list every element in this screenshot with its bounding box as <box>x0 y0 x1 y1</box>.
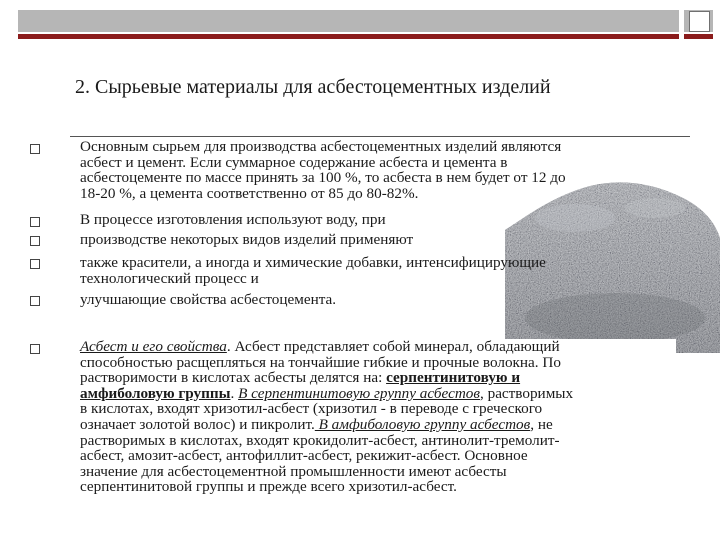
text-line: асбест и цемент. Если суммарное содержание асбеста и цемента в <box>80 153 508 171</box>
paragraph-water-line-1 <box>80 212 680 228</box>
bullet-2 <box>30 217 40 227</box>
header-red-stripe <box>18 34 713 39</box>
text-line: В процессе изготовления используют воду, при <box>80 211 386 228</box>
text-line: производстве некоторых видов изделий применяют <box>80 231 414 248</box>
bullet-5 <box>30 296 40 306</box>
paragraph-water-line-5 <box>80 292 680 308</box>
text-line: технологический процесс и <box>80 269 259 287</box>
header-gray-band <box>18 10 713 32</box>
text-line: также красители, а иногда и химические добавки, интенсифицирующие <box>80 254 546 271</box>
group-amphibole-label: амфиболовую группы <box>80 384 231 402</box>
serpentine-group-ref: В серпентинитовую группу асбестов <box>238 384 480 402</box>
paragraph-asbestos-properties <box>80 339 676 495</box>
paragraph-water-line-3 <box>80 255 680 286</box>
bullet-1 <box>30 144 40 154</box>
text-line: способностью расщепляться на тончайшие гибкие и прочные волокна. По <box>80 353 561 371</box>
text-line: означает золотой волос) и пикролит. В амфиболовую группу асбестов, не <box>80 415 553 433</box>
paragraph-raw-materials <box>80 139 680 201</box>
text-line: асбестоцементе по массе принять за 100 %, то асбеста в нем будет от 12 до <box>80 169 566 187</box>
group-serpentine-label: серпентинитовую и <box>386 369 521 387</box>
title-underline <box>70 136 690 137</box>
slide-header-bar <box>18 10 713 40</box>
section-heading: Асбест и его свойства <box>80 338 227 355</box>
bullet-3 <box>30 236 40 246</box>
text-line: значение для асбестоцементной промышленности имеют асбесты <box>80 462 507 480</box>
paragraph-water-line-2 <box>80 232 680 248</box>
bullet-6 <box>30 344 40 354</box>
text-line: серпентинитовой группы и прежде всего хризотил-асбест. <box>80 478 457 496</box>
text-line: в кислотах, входят хризотил-асбест (хризотил - в переводе с греческого <box>80 400 543 418</box>
text-line: растворимости в кислотах асбесты делятся на: серпентинитовую и <box>80 369 521 387</box>
text-line: 18-20 %, а цемента соответственно от 85 до 80-82%. <box>80 184 419 202</box>
header-square-icon <box>689 11 710 32</box>
slide-title: 2. Сырьевые материалы для асбестоцементных изделий <box>75 76 551 98</box>
bullet-4 <box>30 259 40 269</box>
text-line: улучшающие свойства асбестоцемента. <box>80 291 337 308</box>
text-line: амфиболовую группы. В серпентинитовую группу асбестов, растворимых <box>80 384 574 402</box>
text-line: Асбест и его свойства. Асбест представляет собой минерал, обладающий <box>80 338 560 355</box>
text-line: Основным сырьем для производства асбестоцементных изделий являются <box>80 138 562 155</box>
header-divider <box>679 10 684 40</box>
text-line: асбест, амозит-асбест, антофиллит-асбест, рекижит-асбест. Основное <box>80 447 528 465</box>
text-line: растворимых в кислотах, входят крокидолит-асбест, антинолит-тремолит- <box>80 431 560 449</box>
amphibole-group-ref: В амфиболовую группу асбестов <box>314 415 531 433</box>
